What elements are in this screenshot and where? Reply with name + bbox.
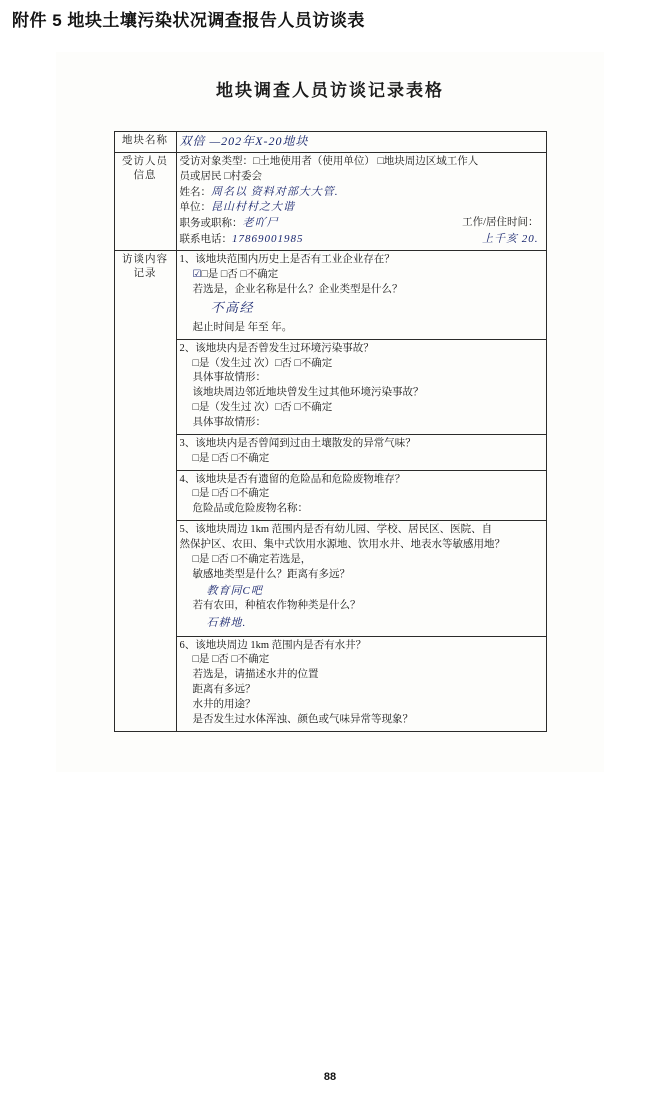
q6-sub-3: 水井的用途？ [192,698,256,710]
worktime-group [462,216,538,230]
q2-no: 2、 [179,342,196,354]
q5-options [180,553,543,567]
q6-options-text: □是 □否 □不确定 [192,654,270,666]
name-handwriting: 周名以 资料对部大大管. [211,185,339,198]
q1-options [180,268,543,282]
q2-sub-3: □是（发生过 次）□否 □不确定 [192,402,333,414]
q6-title [180,639,543,653]
q5-handwriting-1: 教育同C吧 [206,584,263,597]
q4-no: 4、 [179,473,196,485]
question-3 [177,435,546,471]
q6-sub-4: 是否发生过水体浑浊、颜色或气味异常等现象？ [192,713,413,725]
q2-sub-4: 具体事故情形： [192,417,266,429]
q4-options-text: □是 □否 □不确定 [192,488,270,500]
q5-sub-1: 敏感地类型是什么？距离有多远？ [192,568,350,580]
site-name-handwriting: 双倍 —202年X-20地块 [179,134,309,148]
q4-options [180,487,543,501]
q2-sub-1: 具体事故情形： [192,372,266,384]
q3-no: 3、 [179,437,196,449]
q2-title [180,342,543,356]
q2-sub-2: 该地块周边邻近地块曾发生过其他环境污染事故？ [192,387,424,399]
q1-options-text: □是 □否 □不确定 [201,268,279,280]
question-5 [177,521,546,636]
table-row-interviewee [114,152,546,250]
interviewee-unit-row [180,200,543,215]
q1-title [180,253,543,267]
q1-no: 1、 [179,254,196,266]
site-name-label: 地块名称 [114,132,176,153]
q5-no: 5、 [179,524,196,536]
content-label-line2: 记录 [133,267,157,279]
q4-text: 该地块是否有遗留的危险品和危险废物堆存？ [195,473,406,485]
q6-options [180,653,543,667]
post-handwriting: 老吖尸 [242,217,279,230]
q5-title [180,523,543,537]
q3-options [180,452,543,466]
question-4 [177,471,546,522]
phone-handwriting: 17869001985 [232,233,304,246]
q2-options-text: □是（发生过 次）□否 □不确定 [192,357,333,369]
content-label-line1: 访谈内容 [122,254,168,266]
q6-sub-2: 距离有多远？ [192,684,256,696]
site-name-value-cell [176,132,546,153]
interviewee-info-cell [176,152,546,250]
q4-sub-1: 危险品或危险废物名称： [192,503,308,515]
worktime-handwriting: 上千亥 20. [482,233,539,246]
interviewee-label-line1: 受访人员 [122,155,168,167]
question-2 [177,340,546,435]
table-row-site-name [114,132,546,153]
q5-options-text: □是 □否 □不确定若选是， [192,553,312,565]
unit-handwriting: 昆山村村之大谐 [211,201,295,214]
interviewee-phone-row [180,232,543,247]
q1-check-mark: ☑ [192,268,202,280]
interviewee-type-line2: 员或居民 □村委会 [179,170,262,182]
interviewee-type-line1: 受访对象类型：□土地使用者（使用单位） □地块周边区域工作人 [179,155,479,167]
interviewee-label-line2: 信息 [133,169,157,181]
page-number: 88 [323,1071,337,1083]
q1-text: 该地块范围内历史上是否有工业企业存在？ [195,254,395,266]
unit-label: 单位： [179,202,211,214]
name-label: 姓名： [179,186,211,198]
q2-text: 该地块内是否曾发生过环境污染事故？ [195,342,374,354]
interview-form-table [114,131,547,732]
question-1 [177,251,546,340]
q4-title [180,473,543,487]
table-row-content [114,251,546,732]
page-title: 附件 5 地块土壤污染状况调查报告人员访谈表 [12,11,365,30]
q5-handwriting-3: 石耕地. [206,617,247,630]
q6-sub-1: 若选是，请描述水井的位置 [192,669,319,681]
form-title: 地块调查人员访谈记录表格 [216,81,444,100]
q1-sub-1: 若选是，企业名称是什么？企业类型是什么？ [192,283,403,295]
q2-options [180,357,543,371]
interviewee-post-row [180,216,543,231]
post-label: 职务或职称： [179,218,243,230]
scanned-form-area [56,52,604,772]
q5-sub-2: 若有农田，种植农作物种类是什么？ [192,600,361,612]
q5-text: 该地块周边 1km 范围内是否有幼儿园、学校、居民区、医院、自 [195,524,493,536]
interviewee-label [114,152,176,250]
q5-title-2: 然保护区、农田、集中式饮用水源地、饮用水井、地表水等敏感用地？ [179,539,505,551]
question-6 [177,637,546,731]
phone-label: 联系电话： [179,234,232,246]
interviewee-name-row [180,185,543,200]
q3-text: 该地块内是否曾闻到过由土壤散发的异常气味？ [195,437,416,449]
content-label [114,251,176,732]
q3-title [180,437,543,451]
worktime-label: 工作/居住时间： [462,217,539,229]
content-cell [176,251,546,732]
q1-handwriting: 不高经 [210,299,255,315]
q3-options-text: □是 □否 □不确定 [192,452,270,464]
q6-no: 6、 [179,639,196,651]
q1-tail: 起止时间是 年至 年。 [192,321,293,333]
q6-text: 该地块周边 1km 范围内是否有水井？ [195,639,367,651]
